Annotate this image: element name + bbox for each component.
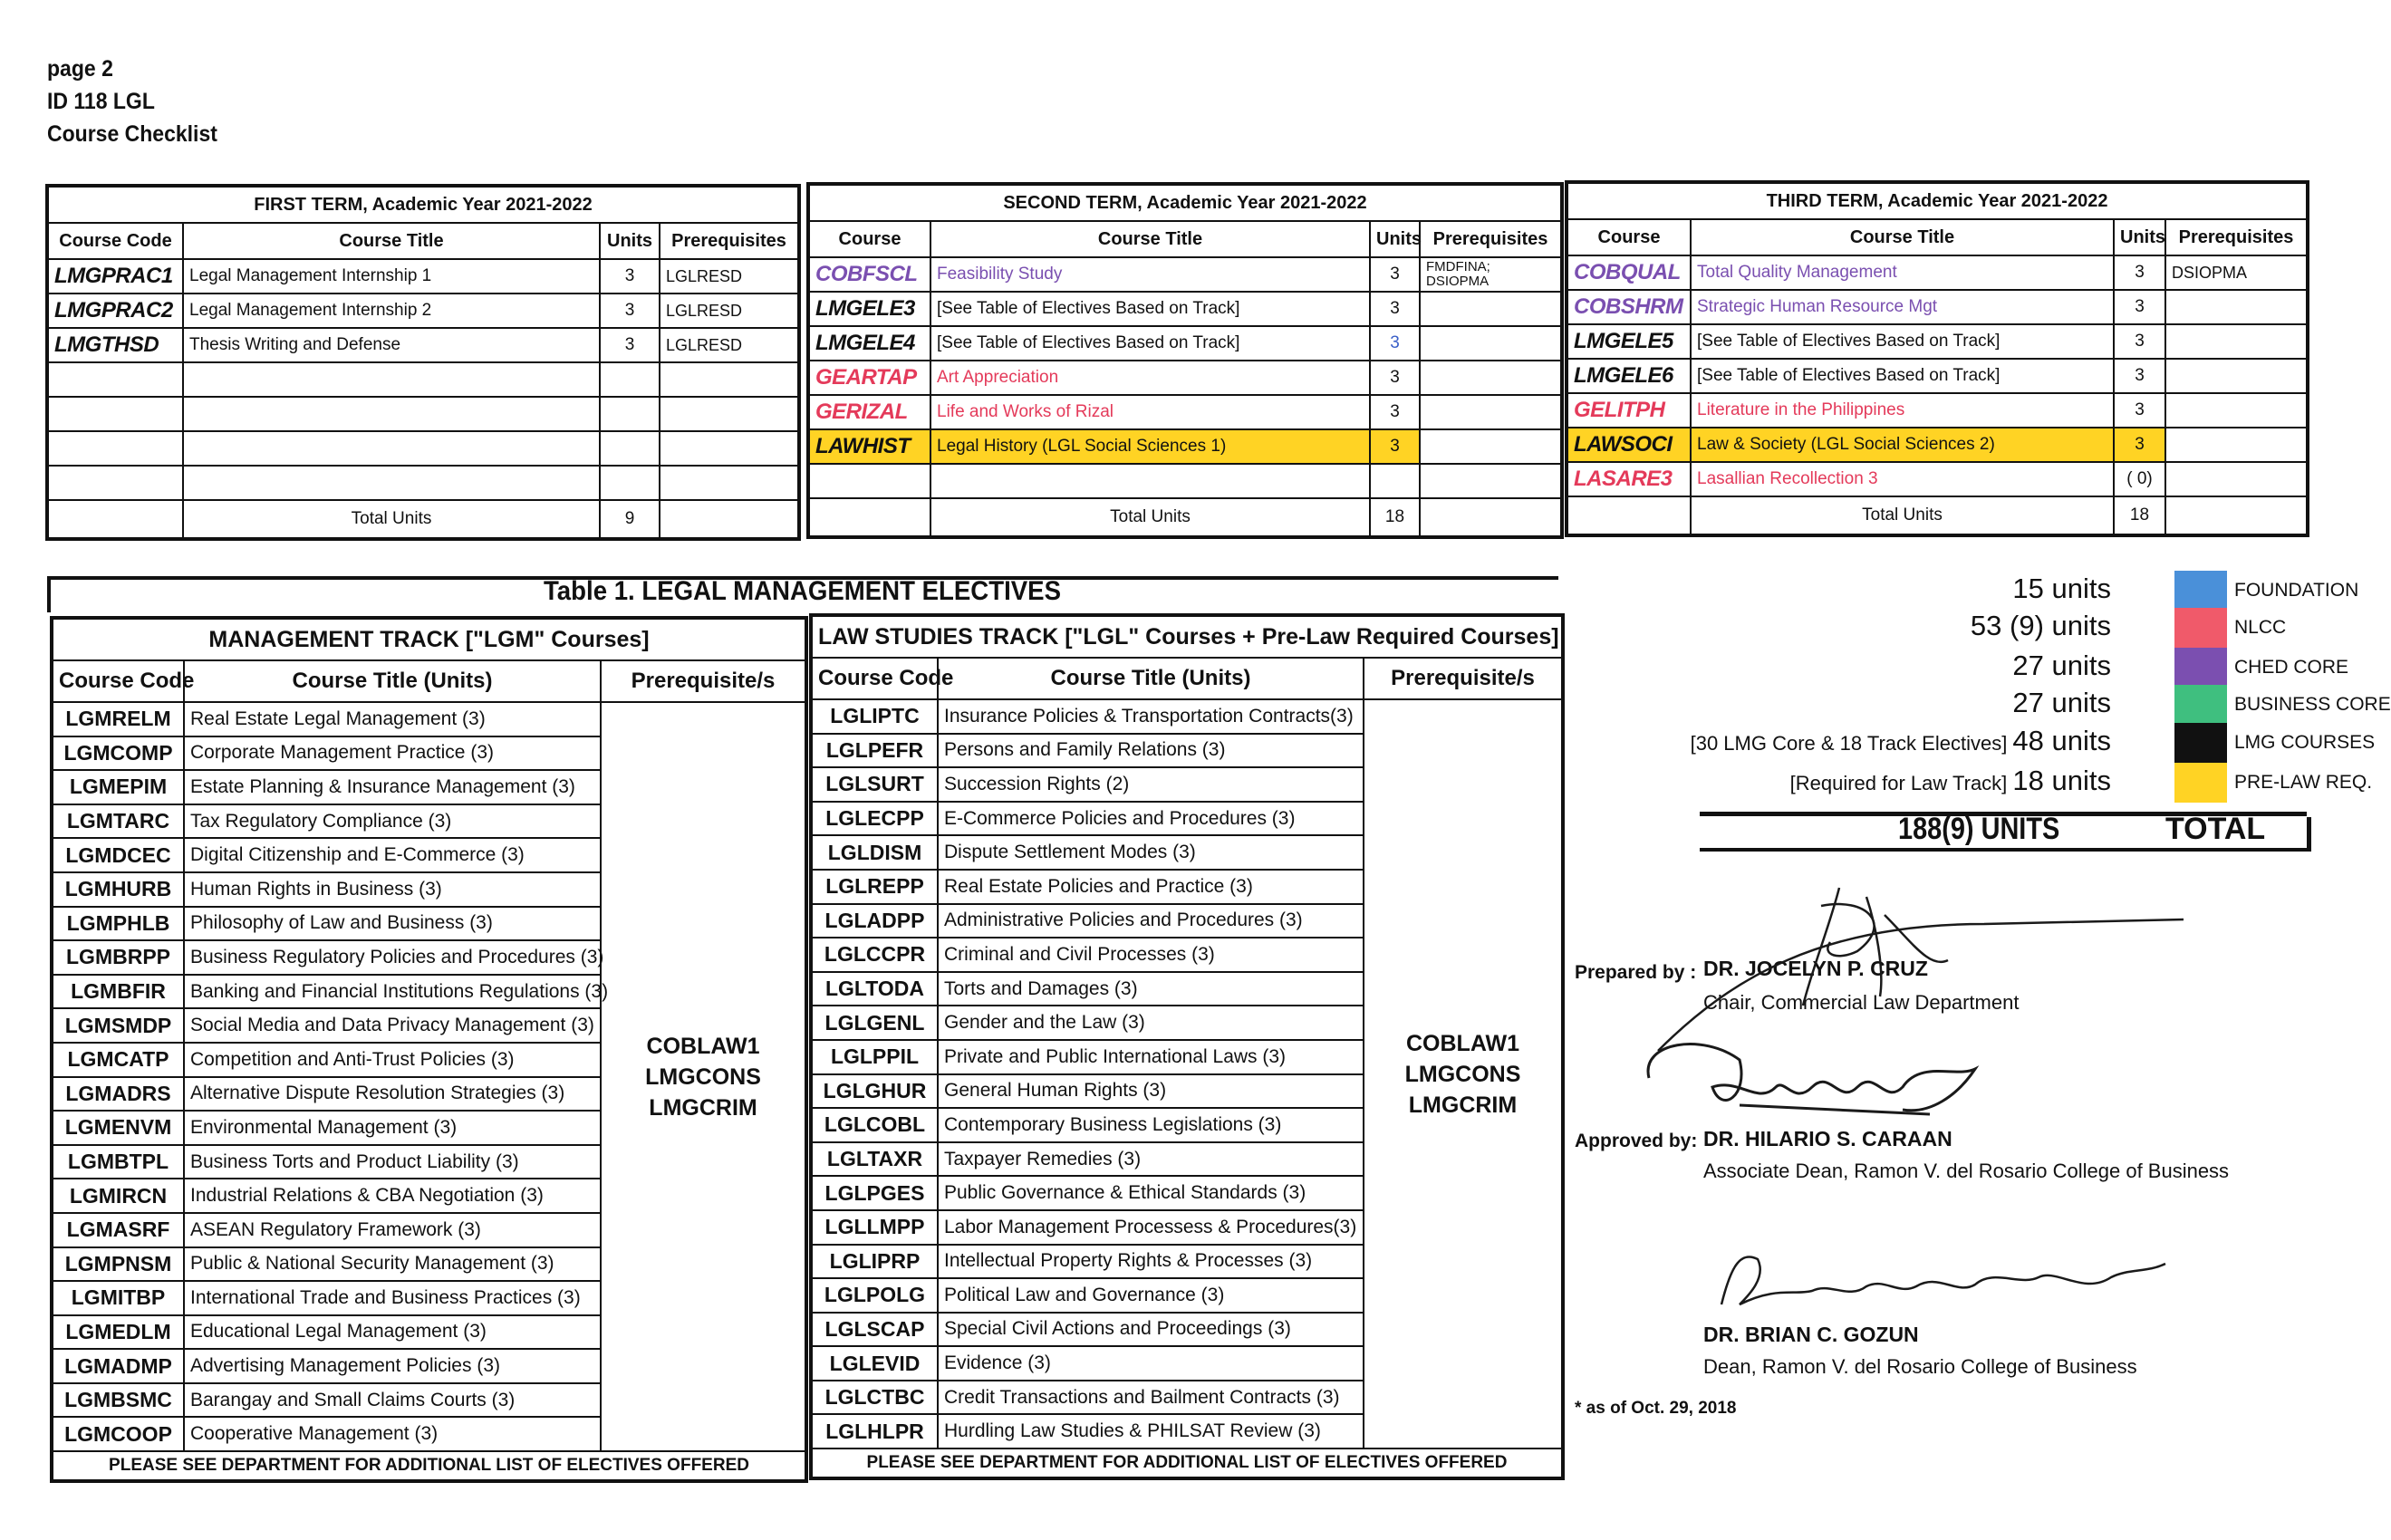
electives-footer-note: PLEASE SEE DEPARTMENT FOR ADDITIONAL LIST OF ELECTIVES OFFERED <box>52 1451 806 1481</box>
elective-code: LGLLMPP <box>811 1210 938 1245</box>
legend-note: [Required for Law Track] <box>1789 772 2013 794</box>
term-caption: SECOND TERM, Academic Year 2021-2022 <box>808 184 1562 221</box>
course-row <box>47 466 799 500</box>
legend-category: PRE-LAW REQ. <box>2234 772 2373 793</box>
elective-title: Private and Public International Laws (3) <box>938 1040 1364 1074</box>
program-id: ID 118 LGL <box>47 89 155 114</box>
course-prerequisites <box>1420 395 1562 429</box>
elective-title: Banking and Financial Institutions Regulations (3) <box>184 975 601 1009</box>
elective-title: Evidence (3) <box>938 1346 1364 1381</box>
course-code: LMGELE5 <box>1567 324 1691 359</box>
course-code <box>808 464 930 498</box>
legend-swatch <box>2174 608 2227 648</box>
course-code: GELITPH <box>1567 393 1691 428</box>
electives-title: Table 1. LEGAL MANAGEMENT ELECTIVES <box>544 576 1061 606</box>
course-prerequisites <box>660 466 799 500</box>
course-title: [See Table of Electives Based on Track] <box>1691 359 2114 393</box>
legend-unit-count: 48 units <box>2012 725 2111 756</box>
total-pre <box>1420 498 1562 537</box>
course-code: LAWHIST <box>808 429 930 464</box>
page-header <box>47 53 232 150</box>
course-prerequisites <box>660 431 799 466</box>
course-prerequisites: FMDFINA; DSIOPMA <box>1420 257 1562 292</box>
elective-code: LGMBTPL <box>52 1145 184 1179</box>
column-header: Course <box>1567 219 1691 255</box>
legend-swatch <box>2174 648 2227 688</box>
column-header: Prerequisites <box>1420 221 1562 257</box>
course-row <box>808 292 1562 326</box>
elective-title: Torts and Damages (3) <box>938 972 1364 1006</box>
elective-title: Administrative Policies and Procedures (3) <box>938 904 1364 938</box>
column-header: Course Title (Units) <box>184 660 601 702</box>
elective-title: Business Regulatory Policies and Procedures (3) <box>184 940 601 975</box>
course-code: GERIZAL <box>808 395 930 429</box>
course-title: Strategic Human Resource Mgt <box>1691 290 2114 324</box>
legend-category: LMG COURSES <box>2234 732 2376 753</box>
column-header: Units <box>2114 219 2165 255</box>
total-label: Total Units <box>183 500 600 539</box>
column-header: Units <box>600 223 660 259</box>
elective-code: LGMEDLM <box>52 1315 184 1350</box>
legend-category: CHED CORE <box>2234 657 2349 678</box>
dean-name: DR. BRIAN C. GOZUN <box>1703 1323 1919 1346</box>
course-code: COBQUAL <box>1567 255 1691 290</box>
course-title: Life and Works of Rizal <box>930 395 1370 429</box>
course-prerequisites: LGLRESD <box>660 294 799 328</box>
legend-swatch <box>2174 685 2227 725</box>
elective-code: LGMBSMC <box>52 1383 184 1418</box>
second-term-table <box>806 182 1564 539</box>
elective-code: LGMCOOP <box>52 1417 184 1451</box>
course-units: 3 <box>1370 326 1420 361</box>
elective-title: Public & National Security Management (3) <box>184 1247 601 1282</box>
legend-units <box>1971 610 2111 642</box>
elective-title: Criminal and Civil Processes (3) <box>938 938 1364 972</box>
column-header: Course Title <box>930 221 1370 257</box>
course-units: ( 0) <box>2114 462 2165 496</box>
course-prerequisites <box>1420 326 1562 361</box>
elective-title: E-Commerce Policies and Procedures (3) <box>938 802 1364 836</box>
course-prerequisites <box>1420 292 1562 326</box>
track-title: LAW STUDIES TRACK ["LGL" Courses + Pre-Law Required Courses] <box>811 615 1563 658</box>
course-code: LASARE3 <box>1567 462 1691 496</box>
third-term-table <box>1565 180 2309 537</box>
legend-units <box>2012 687 2111 719</box>
course-title <box>183 362 600 397</box>
total-blank <box>1567 496 1691 535</box>
legend-units <box>2012 573 2111 605</box>
approved-position: Associate Dean, Ramon V. del Rosario College of Business <box>1703 1160 2230 1182</box>
course-prerequisites <box>2165 462 2308 496</box>
course-title: Legal History (LGL Social Sciences 1) <box>930 429 1370 464</box>
elective-title: Persons and Family Relations (3) <box>938 734 1364 768</box>
elective-code: LGMSMDP <box>52 1008 184 1043</box>
course-prerequisites: DSIOPMA <box>2165 255 2308 290</box>
legend-unit-count: 53 (9) units <box>1970 610 2111 641</box>
elective-code: LGMADMP <box>52 1349 184 1383</box>
elective-code: LGLTAXR <box>811 1142 938 1177</box>
total-pre <box>660 500 799 539</box>
course-prerequisites <box>2165 359 2308 393</box>
course-prerequisites <box>660 362 799 397</box>
course-title: Thesis Writing and Defense <box>183 328 600 362</box>
elective-title: Insurance Policies & Transportation Contracts(3) <box>938 699 1364 734</box>
prerequisite-course: LMGCRIM <box>649 1094 757 1121</box>
course-code: LMGELE3 <box>808 292 930 326</box>
course-title: Legal Management Internship 2 <box>183 294 600 328</box>
elective-code: LGMBRPP <box>52 940 184 975</box>
course-row <box>47 294 799 328</box>
elective-code: LGMEPIM <box>52 770 184 804</box>
legend-note: [30 LMG Core & 18 Track Electives] <box>1690 732 2013 755</box>
elective-title: Estate Planning & Insurance Management (3) <box>184 770 601 804</box>
elective-code: LGLADPP <box>811 904 938 938</box>
course-row <box>47 259 799 294</box>
course-units <box>600 431 660 466</box>
elective-code: LGLPGES <box>811 1176 938 1210</box>
elective-title: Alternative Dispute Resolution Strategies (3) <box>184 1077 601 1112</box>
course-code: LMGTHSD <box>47 328 183 362</box>
elective-title: Industrial Relations & CBA Negotiation (3) <box>184 1179 601 1213</box>
column-header: Course Code <box>52 660 184 702</box>
elective-title: Business Torts and Product Liability (3) <box>184 1145 601 1179</box>
dean-position: Dean, Ramon V. del Rosario College of Business <box>1703 1355 2137 1378</box>
course-title: Law & Society (LGL Social Sciences 2) <box>1691 428 2114 462</box>
elective-title: Philosophy of Law and Business (3) <box>184 907 601 941</box>
course-code <box>47 362 183 397</box>
course-code: LMGELE4 <box>808 326 930 361</box>
course-code: COBSHRM <box>1567 290 1691 324</box>
elective-title: Environmental Management (3) <box>184 1111 601 1145</box>
elective-code: LGLSURT <box>811 767 938 802</box>
prerequisite-course: LMGCONS <box>645 1064 761 1090</box>
elective-title: Advertising Management Policies (3) <box>184 1349 601 1383</box>
elective-code: LGLCTBC <box>811 1381 938 1415</box>
elective-code: LGMIRCN <box>52 1179 184 1213</box>
course-title: Lasallian Recollection 3 <box>1691 462 2114 496</box>
track-prerequisites <box>601 702 806 1451</box>
column-header: Course Title <box>1691 219 2114 255</box>
elective-code: LGMITBP <box>52 1281 184 1315</box>
course-units: 3 <box>1370 292 1420 326</box>
elective-code: LGLDISM <box>811 835 938 870</box>
course-units <box>600 397 660 431</box>
elective-code: LGLCOBL <box>811 1108 938 1142</box>
legend-swatch <box>2174 723 2227 763</box>
column-header: Course Title <box>183 223 600 259</box>
elective-code: LGMDCEC <box>52 838 184 872</box>
elective-title: Succession Rights (2) <box>938 767 1364 802</box>
total-blank <box>47 500 183 539</box>
total-label: Total Units <box>1691 496 2114 535</box>
course-row <box>1567 393 2308 428</box>
legend-total-units: 188(9) UNITS <box>1898 812 2060 846</box>
elective-title: Gender and the Law (3) <box>938 1006 1364 1040</box>
elective-code: LGMHURB <box>52 872 184 907</box>
elective-code: LGLHLPR <box>811 1414 938 1449</box>
elective-code: LGLPEFR <box>811 734 938 768</box>
column-header: Course Code <box>47 223 183 259</box>
course-prerequisites <box>2165 428 2308 462</box>
elective-code: LGLGENL <box>811 1006 938 1040</box>
legend-unit-count: 15 units <box>2012 573 2111 604</box>
elective-title: Dispute Settlement Modes (3) <box>938 835 1364 870</box>
column-header: Course Code <box>811 658 938 699</box>
course-title <box>930 464 1370 498</box>
course-title <box>183 431 600 466</box>
course-units: 3 <box>1370 361 1420 395</box>
total-units: 18 <box>1370 498 1420 537</box>
elective-code: LGMASRF <box>52 1213 184 1247</box>
column-header: Prerequisite/s <box>1364 658 1563 699</box>
course-code <box>47 431 183 466</box>
first-term-table <box>45 184 801 541</box>
course-prerequisites <box>1420 361 1562 395</box>
course-row <box>47 328 799 362</box>
course-units: 3 <box>2114 290 2165 324</box>
course-units <box>600 466 660 500</box>
course-units: 3 <box>1370 257 1420 292</box>
electives-frame-edge <box>47 576 51 612</box>
elective-code: LGLCCPR <box>811 938 938 972</box>
course-prerequisites: LGLRESD <box>660 328 799 362</box>
course-title: [See Table of Electives Based on Track] <box>1691 324 2114 359</box>
course-title: Legal Management Internship 1 <box>183 259 600 294</box>
elective-code: LGMENVM <box>52 1111 184 1145</box>
course-units: 3 <box>1370 395 1420 429</box>
course-title <box>183 397 600 431</box>
elective-title: Credit Transactions and Bailment Contracts (3) <box>938 1381 1364 1415</box>
electives-footer-note: PLEASE SEE DEPARTMENT FOR ADDITIONAL LIST OF ELECTIVES OFFERED <box>811 1449 1563 1478</box>
legend-units <box>1790 765 2111 797</box>
total-pre <box>2165 496 2308 535</box>
legend-swatch <box>2174 763 2227 803</box>
legend-unit-count: 18 units <box>2012 765 2111 796</box>
course-row <box>808 257 1562 292</box>
prerequisite-course: COBLAW1 <box>1406 1030 1519 1056</box>
total-blank <box>808 498 930 537</box>
course-title <box>183 466 600 500</box>
elective-title: Tax Regulatory Compliance (3) <box>184 804 601 839</box>
course-row <box>1567 255 2308 290</box>
course-prerequisites <box>660 397 799 431</box>
elective-title: Hurdling Law Studies & PHILSAT Review (3) <box>938 1414 1364 1449</box>
prepared-role: Prepared by : <box>1575 962 1697 983</box>
as-of-note: * as of Oct. 29, 2018 <box>1575 1399 1737 1418</box>
course-row <box>1567 462 2308 496</box>
legend-units <box>2012 650 2111 682</box>
course-row <box>1567 324 2308 359</box>
course-units <box>1370 464 1420 498</box>
course-row <box>808 361 1562 395</box>
elective-title: Real Estate Policies and Practice (3) <box>938 870 1364 904</box>
elective-title: General Human Rights (3) <box>938 1074 1364 1109</box>
column-header: Course Title (Units) <box>938 658 1364 699</box>
elective-code: LGLIPTC <box>811 699 938 734</box>
elective-code: LGMBFIR <box>52 975 184 1009</box>
legend-total-label: TOTAL <box>2165 812 2266 846</box>
elective-code: LGLECPP <box>811 802 938 836</box>
legend-swatch <box>2174 571 2227 611</box>
course-units: 3 <box>2114 393 2165 428</box>
elective-title: Intellectual Property Rights & Processes (3) <box>938 1245 1364 1279</box>
course-units: 3 <box>600 294 660 328</box>
term-caption: FIRST TERM, Academic Year 2021-2022 <box>47 186 799 223</box>
course-code: COBFSCL <box>808 257 930 292</box>
elective-row <box>811 699 1563 734</box>
total-units: 9 <box>600 500 660 539</box>
legend-category: BUSINESS CORE <box>2234 694 2391 715</box>
course-row <box>808 429 1562 464</box>
course-title: Literature in the Philippines <box>1691 393 2114 428</box>
course-row <box>1567 290 2308 324</box>
elective-title: Labor Management Processess & Procedures(3) <box>938 1210 1364 1245</box>
course-row <box>47 431 799 466</box>
course-code: LMGELE6 <box>1567 359 1691 393</box>
column-header: Prerequisite/s <box>601 660 806 702</box>
course-units: 3 <box>2114 255 2165 290</box>
course-prerequisites <box>2165 290 2308 324</box>
course-units: 3 <box>600 328 660 362</box>
elective-title: Competition and Anti-Trust Policies (3) <box>184 1043 601 1077</box>
elective-code: LGLPPIL <box>811 1040 938 1074</box>
course-code <box>47 397 183 431</box>
elective-code: LGLSCAP <box>811 1313 938 1347</box>
course-row <box>808 395 1562 429</box>
elective-code: LGMRELM <box>52 702 184 736</box>
elective-code: LGLPOLG <box>811 1278 938 1313</box>
management-track-table <box>50 616 808 1483</box>
elective-code: LGMPHLB <box>52 907 184 941</box>
elective-title: Social Media and Data Privacy Management (3) <box>184 1008 601 1043</box>
course-units: 3 <box>600 259 660 294</box>
elective-code: LGLTODA <box>811 972 938 1006</box>
course-prerequisites: LGLRESD <box>660 259 799 294</box>
signature-gozun <box>1703 1232 2174 1332</box>
course-title: [See Table of Electives Based on Track] <box>930 292 1370 326</box>
course-row <box>1567 428 2308 462</box>
elective-code: LGLIPRP <box>811 1245 938 1279</box>
elective-title: Public Governance & Ethical Standards (3) <box>938 1176 1364 1210</box>
track-prerequisites <box>1364 699 1563 1449</box>
elective-title: Human Rights in Business (3) <box>184 872 601 907</box>
elective-title: Taxpayer Remedies (3) <box>938 1142 1364 1177</box>
legend-unit-count: 27 units <box>2012 687 2111 718</box>
term-caption: THIRD TERM, Academic Year 2021-2022 <box>1567 182 2308 219</box>
elective-code: LGMADRS <box>52 1077 184 1112</box>
prepared-name: DR. JOCELYN P. CRUZ <box>1703 957 1928 980</box>
course-prerequisites <box>2165 393 2308 428</box>
document-title: Course Checklist <box>47 121 217 147</box>
course-code: GEARTAP <box>808 361 930 395</box>
signature-caraan <box>1631 1024 2011 1132</box>
prerequisite-course: LMGCONS <box>1404 1061 1521 1087</box>
elective-code: LGLEVID <box>811 1346 938 1381</box>
track-title: MANAGEMENT TRACK ["LGM" Courses] <box>52 618 806 660</box>
course-units: 3 <box>2114 324 2165 359</box>
elective-code: LGMPNSM <box>52 1247 184 1282</box>
course-code: LMGPRAC2 <box>47 294 183 328</box>
course-row <box>47 397 799 431</box>
approved-name: DR. HILARIO S. CARAAN <box>1703 1127 1952 1150</box>
course-prerequisites <box>2165 324 2308 359</box>
legend-category: FOUNDATION <box>2234 580 2359 601</box>
course-title: Total Quality Management <box>1691 255 2114 290</box>
prerequisite-course: COBLAW1 <box>646 1033 760 1059</box>
elective-code: LGLREPP <box>811 870 938 904</box>
approved-role: Approved by: <box>1575 1131 1698 1151</box>
elective-title: Corporate Management Practice (3) <box>184 736 601 771</box>
course-title: Art Appreciation <box>930 361 1370 395</box>
column-header: Prerequisites <box>660 223 799 259</box>
elective-title: ASEAN Regulatory Framework (3) <box>184 1213 601 1247</box>
course-prerequisites <box>1420 464 1562 498</box>
elective-code: LGLGHUR <box>811 1074 938 1109</box>
elective-title: Contemporary Business Legislations (3) <box>938 1108 1364 1142</box>
course-prerequisites <box>1420 429 1562 464</box>
course-code: LAWSOCI <box>1567 428 1691 462</box>
course-units: 3 <box>2114 359 2165 393</box>
elective-title: Educational Legal Management (3) <box>184 1315 601 1350</box>
course-row <box>808 464 1562 498</box>
course-row <box>808 326 1562 361</box>
legend-category: NLCC <box>2234 617 2287 638</box>
page-number: page 2 <box>47 56 113 82</box>
legend-units <box>1691 725 2111 757</box>
elective-row <box>52 702 806 736</box>
total-label: Total Units <box>930 498 1370 537</box>
course-units <box>600 362 660 397</box>
column-header: Units <box>1370 221 1420 257</box>
elective-title: Special Civil Actions and Proceedings (3) <box>938 1313 1364 1347</box>
elective-title: Real Estate Legal Management (3) <box>184 702 601 736</box>
course-code: LMGPRAC1 <box>47 259 183 294</box>
law-track-table <box>809 613 1565 1480</box>
elective-title: International Trade and Business Practices (3) <box>184 1281 601 1315</box>
column-header: Course <box>808 221 930 257</box>
course-code <box>47 466 183 500</box>
elective-title: Barangay and Small Claims Courts (3) <box>184 1383 601 1418</box>
prepared-position: Chair, Commercial Law Department <box>1703 991 2020 1014</box>
elective-code: LGMTARC <box>52 804 184 839</box>
course-row <box>47 362 799 397</box>
course-units: 3 <box>1370 429 1420 464</box>
course-title: Feasibility Study <box>930 257 1370 292</box>
elective-code: LGMCOMP <box>52 736 184 771</box>
elective-code: LGMCATP <box>52 1043 184 1077</box>
elective-title: Cooperative Management (3) <box>184 1417 601 1451</box>
column-header: Prerequisites <box>2165 219 2308 255</box>
elective-title: Political Law and Governance (3) <box>938 1278 1364 1313</box>
course-title: [See Table of Electives Based on Track] <box>930 326 1370 361</box>
elective-title: Digital Citizenship and E-Commerce (3) <box>184 838 601 872</box>
total-units: 18 <box>2114 496 2165 535</box>
prerequisite-course: LMGCRIM <box>1408 1092 1518 1118</box>
legend-unit-count: 27 units <box>2012 650 2111 681</box>
course-row <box>1567 359 2308 393</box>
course-units: 3 <box>2114 428 2165 462</box>
